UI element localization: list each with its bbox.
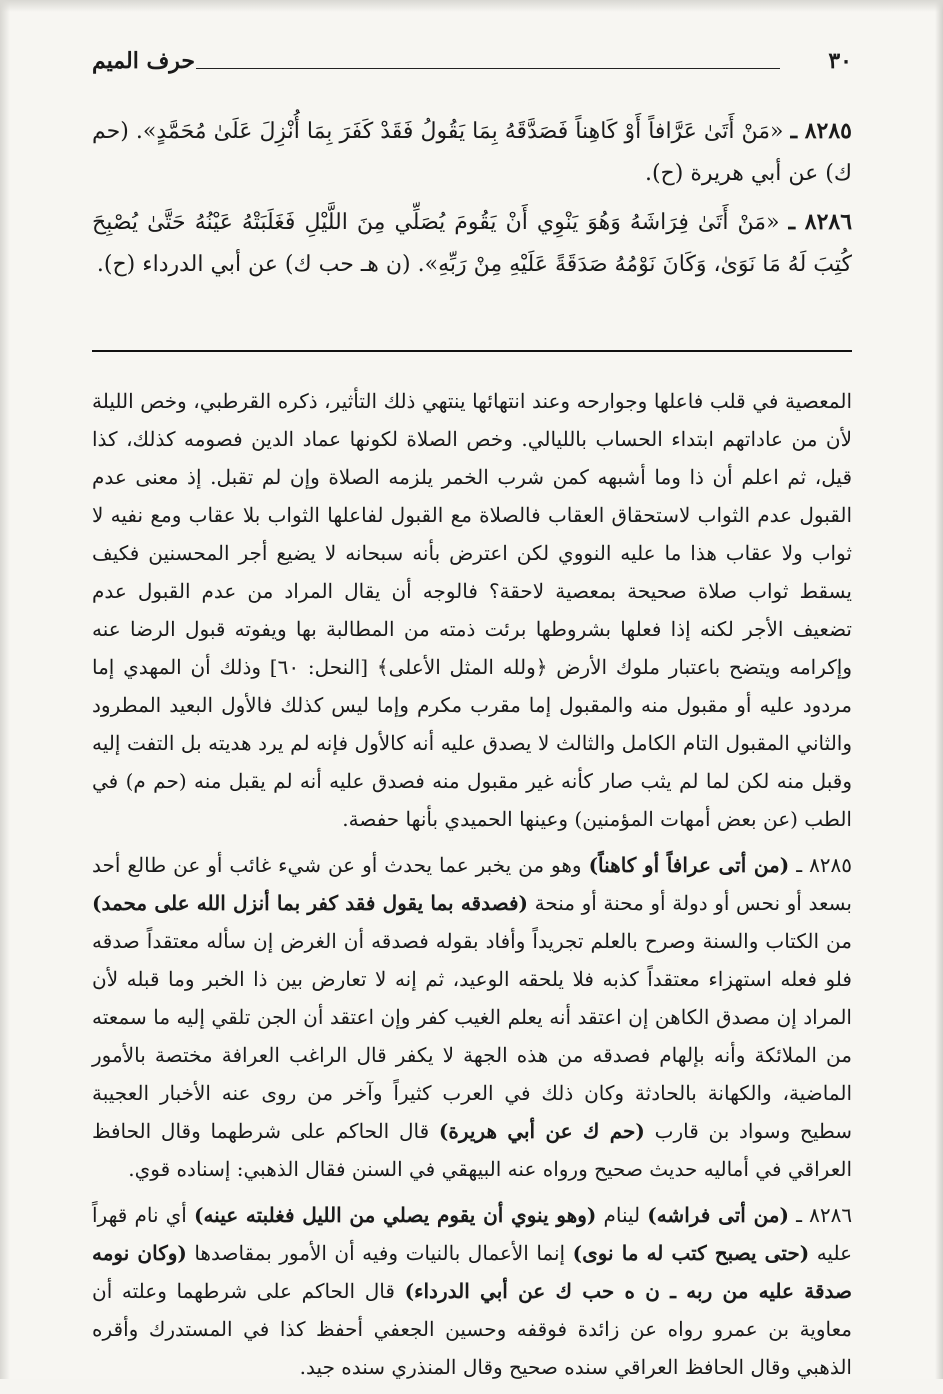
commentary-text: أي نام قهراً عليه xyxy=(92,1203,853,1265)
scan-shadow-left xyxy=(0,0,10,1379)
hadith-number: ٨٢٨٥ ـ xyxy=(790,118,852,144)
hadith-matn: «مَنْ أَتَىٰ فِرَاشَهُ وَهُوَ يَنْوِي أَنْ يَقُومَ يُصَلِّي مِنَ اللَّيْلِ فَغَلَبَتْهُ عَيْنُهُ حَتَّىٰ يُصْبِحَ كُتِبَ لَهُ مَا نَوَىٰ، وَكَانَ نَوْمُهُ صَدَقَةً عَلَيْهِ مِنْ رَبِّهِ». xyxy=(92,210,852,277)
entry-number: ٨٢٨٦ ـ xyxy=(796,1203,853,1227)
hadith-8286 xyxy=(92,201,852,286)
quoted-text: (وهو ينوي أن يقوم يصلي من الليل فغلبته عينه) xyxy=(193,1203,597,1227)
quoted-text: (فصدقه بما يقول فقد كفر بما أنزل الله على محمد) xyxy=(92,891,528,915)
commentary-text: وهو من يخبر عما يحدث أو عن شيء غائب أو عن طالع أحد بسعد أو نحس أو دولة أو محنة أو منحة xyxy=(92,853,852,915)
page-number: ٣٠ xyxy=(828,48,852,74)
hadith-text-block xyxy=(92,110,852,292)
commentary-text: إنما الأعمال بالنيات وفيه أن الأمور بمقاصدها xyxy=(194,1241,566,1265)
entry-number: ٨٢٨٥ ـ xyxy=(796,853,853,877)
quoted-text: (حتى يصبح كتب له ما نوى) xyxy=(572,1241,810,1265)
section-separator xyxy=(92,350,852,352)
commentary-text: لينام xyxy=(603,1203,641,1227)
commentary-text: قال الحاكم على شرطهما وعلته أن معاوية بن عمرو رواه عن زائدة فوقفه وحسين الجعفي أحفظ كذا في المستدرك وأقره الذهبي وقال الحافظ العراقي سنده صحيح وقال المنذري سنده جيد. xyxy=(92,1279,852,1379)
quoted-lead: (من أتى فراشه) xyxy=(647,1203,789,1227)
hadith-number: ٨٢٨٦ ـ xyxy=(788,209,853,235)
quoted-text: (وكان نومه صدقة عليه من ربه ـ ن ه حب ك عن أبي الدرداء) xyxy=(92,1241,853,1303)
header-rule xyxy=(196,68,780,69)
commentary-block xyxy=(92,382,852,1394)
commentary-paragraph-8286 xyxy=(92,1196,852,1386)
commentary-paragraph-8285 xyxy=(92,846,852,1188)
scan-shadow-right xyxy=(935,0,943,1379)
chapter-title: حرف الميم xyxy=(92,48,196,74)
page-header xyxy=(92,48,852,84)
quoted-lead: (من أتى عرافاً أو كاهناً) xyxy=(588,853,790,877)
commentary-text: قال الحاكم على شرطهما وقال الحافظ العراقي في أماليه حديث صحيح ورواه عنه البيهقي في السنن فقال الذهبي: إسناده قوي. xyxy=(92,1119,852,1181)
hadith-source: (ن هـ حب ك) عن أبي الدرداء (ح). xyxy=(96,252,411,277)
commentary-paragraph-1: المعصية في قلب فاعلها وجوارحه وعند انتهائها ينتهي ذلك التأثير، ذكره القرطبي، وخص الليلة لأن من عاداتهم ابتداء الحساب بالليالي. وخص الصلاة لكونها عماد الدين فصومه كذلك، كذا قيل، ثم اعلم أن ذا وما أشبهه كمن شرب الخمر يلزمه الصلاة وإن لم تقبل. إذ معنى عدم القبول عدم الثواب لاستحقاق العقاب فالصلاة مع القبول لفاعلها الثواب بلا عقاب ومع نفيه لا ثواب ولا عقاب هذا ما عليه النووي لكن اعترض بأنه سبحانه لا يضيع أجر المحسنين فكيف يسقط ثواب صلاة صحيحة بمعصية لاحقة؟ فالوجه أن يقال المراد من عدم القبول عدم تضعيف الأجر لكنه إذا فعلها بشروطها برئت ذمته من المطالبة بها ويفوته قبول الرضا عنه وإكرامه ويتضح باعتبار ملوك الأرض ﴿ولله المثل الأعلى﴾ [النحل: ٦٠] وذلك أن المهدي إما مردود عليه أو مقبول منه والمقبول إما مقرب مكرم وإما ليس كذلك فالأول البعيد المطرود والثاني المقبول التام الكامل والثالث لا يصدق عليه أنه كالأول فإنه لم يرد هديته بل التفت إليه وقبل منه لكن لما لم يثب صار كأنه غير مقبول منه فصدق عليه أنه لم يقبل منه (حم م) في الطب (عن بعض أمهات المؤمنين) وعينها الحميدي بأنها حفصة. xyxy=(92,389,852,831)
hadith-source: (حم ك) عن أبي هريرة (ح). xyxy=(92,119,852,186)
commentary-text: من الكتاب والسنة وصرح بالعلم تجريداً وأفاد بقوله فصدقه أن الغرض إن سأله معتقداً صدقه فلو فعله استهزاء معتقداً كذبه فلا يلحقه الوعيد، ثم إنه لا تعارض بين ذا الخبر وما قبله لأن المراد إن مصدق الكاهن إن اعتقد أنه يعلم الغيب كفر وإن اعتقد أن الجن تلقي إليه ما سمعته من الملائكة وأنه بإلهام فصدقه من هذه الجهة لا يكفر قال الراغب العرافة مختصة بالأمور الماضية، والكهانة بالحادثة وكان ذلك في العرب كثيراً وآخر من روى عنه الأخبار العجيبة سطيح وسواد بن قارب xyxy=(92,929,853,1143)
scan-shadow-top xyxy=(0,0,943,12)
hadith-matn: «مَنْ أَتَىٰ عَرَّافاً أَوْ كَاهِناً فَصَدَّقَهُ بِمَا يَقُولُ فَقَدْ كَفَرَ بِمَا أُنْزِلَ عَلَىٰ مُحَمَّدٍ». xyxy=(135,119,784,144)
hadith-8285 xyxy=(92,110,852,195)
source-citation: (حم ك عن أبي هريرة) xyxy=(438,1119,645,1143)
